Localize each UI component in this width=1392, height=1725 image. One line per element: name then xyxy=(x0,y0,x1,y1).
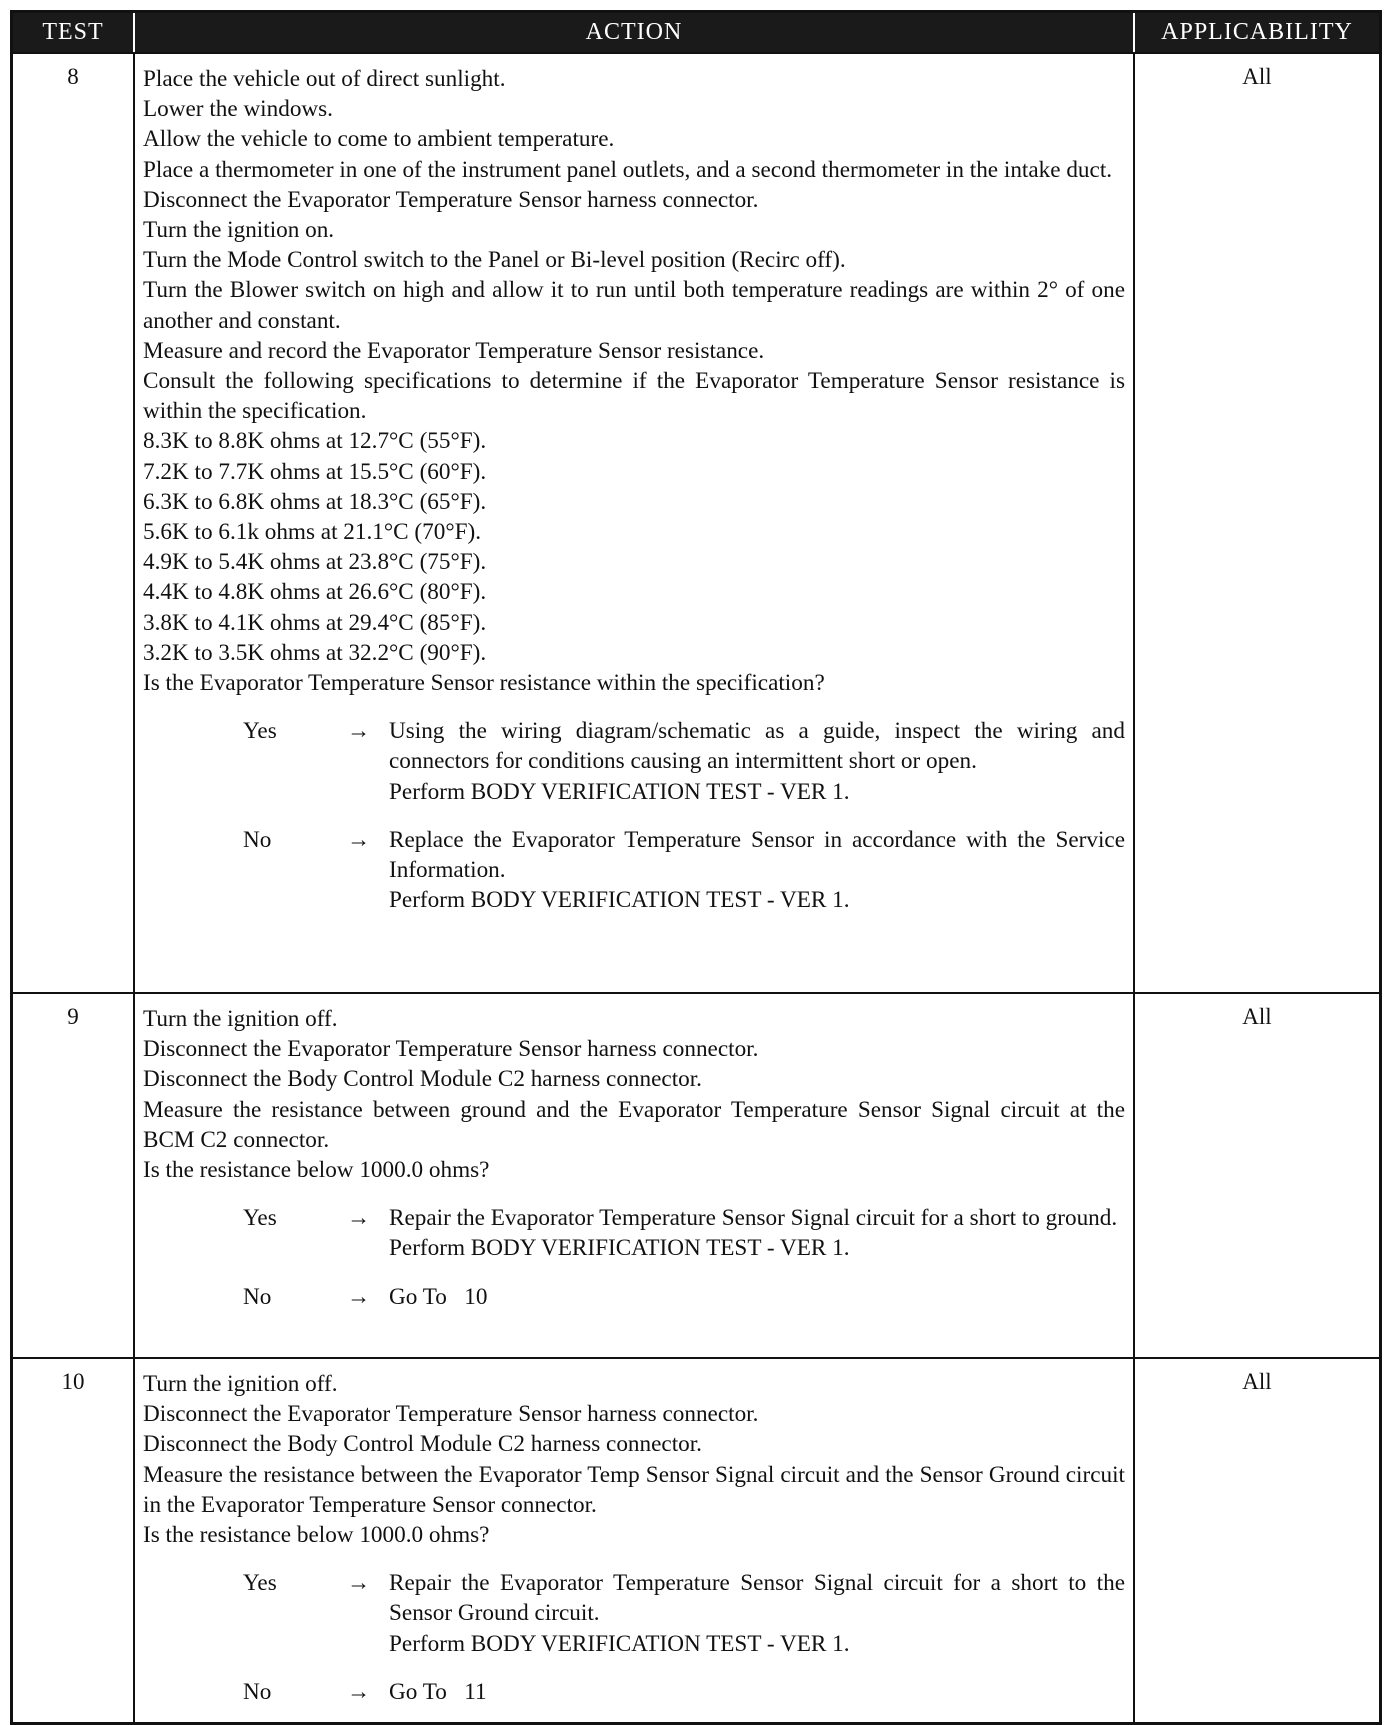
outcome-text xyxy=(389,1677,1125,1707)
action-step: Disconnect the Body Control Module C2 harness connector. xyxy=(143,1066,702,1093)
goto-link[interactable]: Go To 10 xyxy=(389,1283,488,1310)
action-question: Is the resistance below 1000.0 ohms? xyxy=(143,1157,490,1184)
arrow-icon: → xyxy=(347,826,371,853)
outcome-text xyxy=(389,1568,1125,1659)
applicability-value: All xyxy=(1133,994,1379,1357)
outcomes xyxy=(143,716,1125,915)
outcome-line: Repair the Evaporator Temperature Sensor Signal circuit for a short to ground. xyxy=(389,1205,1118,1232)
action-step: Place a thermometer in one of the instrument panel outlets, and a second thermometer in the intake duct. xyxy=(143,156,1113,183)
outcome-label: No xyxy=(243,1283,272,1310)
action-step: Measure the resistance between ground and the Evaporator Temperature Sensor Signal circuit at the BCM C2 connector. xyxy=(143,1096,1125,1153)
test-number: 9 xyxy=(67,1004,79,1029)
arrow-icon: → xyxy=(347,1283,371,1310)
outcome-yes xyxy=(243,1203,1125,1263)
action-step: Disconnect the Body Control Module C2 harness connector. xyxy=(143,1431,702,1458)
header-action: ACTION xyxy=(133,13,1133,52)
applicability-value: All xyxy=(1133,1359,1379,1722)
action-step: Turn the ignition on. xyxy=(143,217,335,244)
outcome-line: Perform BODY VERIFICATION TEST - VER 1. xyxy=(389,887,850,914)
action-step: Place the vehicle out of direct sunlight. xyxy=(143,66,506,92)
outcome-line: Perform BODY VERIFICATION TEST - VER 1. xyxy=(389,1235,850,1262)
action-step: Allow the vehicle to come to ambient temperature. xyxy=(143,126,615,153)
arrow-icon: → xyxy=(347,1205,371,1232)
spec-line: 3.2K to 3.5K ohms at 32.2°C (90°F). xyxy=(143,639,487,666)
outcome-line: Perform BODY VERIFICATION TEST - VER 1. xyxy=(389,1630,850,1657)
action-cell xyxy=(133,54,1133,992)
outcome-text xyxy=(389,716,1125,807)
action-step: Disconnect the Evaporator Temperature Sensor harness connector. xyxy=(143,1401,759,1428)
outcome-yes xyxy=(243,1568,1125,1659)
action-step: Lower the windows. xyxy=(143,96,333,123)
action-question: Is the Evaporator Temperature Sensor resistance within the specification? xyxy=(143,670,825,697)
spec-line: 4.9K to 5.4K ohms at 23.8°C (75°F). xyxy=(143,549,487,576)
outcome-no xyxy=(243,1677,1125,1707)
outcome-label: Yes xyxy=(243,718,277,745)
goto-link[interactable]: Go To 11 xyxy=(389,1678,487,1705)
outcome-line: Repair the Evaporator Temperature Sensor Signal circuit for a short to the Sensor Ground circuit. xyxy=(389,1570,1125,1627)
test-row-10 xyxy=(13,1357,1379,1722)
applicability-value: All xyxy=(1133,54,1379,992)
action-step: Measure and record the Evaporator Temperature Sensor resistance. xyxy=(143,337,765,364)
outcomes xyxy=(143,1568,1125,1707)
action-step: Consult the following specifications to determine if the Evaporator Temperature Sensor resistance is within the specification. xyxy=(143,368,1125,425)
spec-line: 5.6K to 6.1k ohms at 21.1°C (70°F). xyxy=(143,519,482,546)
outcome-line: Perform BODY VERIFICATION TEST - VER 1. xyxy=(389,778,850,805)
outcome-line: Replace the Evaporator Temperature Sensor in accordance with the Service Information. xyxy=(389,826,1125,884)
test-number: 10 xyxy=(61,1369,85,1394)
spec-line: 4.4K to 4.8K ohms at 26.6°C (80°F). xyxy=(143,579,487,606)
action-step: Turn the Blower switch on high and allow it to run until both temperature readings are within 2° of one another and constant. xyxy=(143,277,1125,334)
outcome-label: No xyxy=(243,1678,272,1705)
outcomes xyxy=(143,1203,1125,1312)
test-row-9 xyxy=(13,992,1379,1357)
action-step: Measure the resistance between the Evaporator Temp Sensor Signal circuit and the Sensor Ground circuit in the Evaporator Temperature Sensor connector. xyxy=(143,1461,1125,1518)
outcome-no xyxy=(243,1282,1125,1312)
test-number: 8 xyxy=(67,64,79,89)
outcome-label: No xyxy=(243,826,272,853)
test-row-8 xyxy=(13,52,1379,992)
action-step: Turn the Mode Control switch to the Panel or Bi-level position (Recirc off). xyxy=(143,247,846,274)
outcome-line: Using the wiring diagram/schematic as a guide, inspect the wiring and connectors for conditions causing an intermittent short or open. xyxy=(389,718,1125,775)
arrow-icon: → xyxy=(347,718,371,745)
action-cell xyxy=(133,1359,1133,1722)
outcome-text xyxy=(389,825,1125,916)
spec-line: 7.2K to 7.7K ohms at 15.5°C (60°F). xyxy=(143,458,487,485)
diagnostic-test-table xyxy=(10,10,1382,1725)
header-applicability: APPLICABILITY xyxy=(1133,13,1379,52)
action-question: Is the resistance below 1000.0 ohms? xyxy=(143,1522,490,1549)
outcome-no xyxy=(243,825,1125,916)
action-cell xyxy=(133,994,1133,1357)
action-step: Turn the ignition off. xyxy=(143,1371,338,1397)
spec-line: 6.3K to 6.8K ohms at 18.3°C (65°F). xyxy=(143,488,487,515)
outcome-label: Yes xyxy=(243,1570,277,1597)
action-step: Disconnect the Evaporator Temperature Sensor harness connector. xyxy=(143,186,759,213)
outcome-label: Yes xyxy=(243,1205,277,1232)
outcome-yes xyxy=(243,716,1125,807)
table-header-row xyxy=(13,13,1379,52)
spec-line: 3.8K to 4.1K ohms at 29.4°C (85°F). xyxy=(143,609,487,636)
header-test: TEST xyxy=(42,19,104,45)
outcome-text xyxy=(389,1282,1125,1312)
arrow-icon: → xyxy=(347,1570,371,1597)
outcome-text xyxy=(389,1203,1125,1263)
spec-line: 8.3K to 8.8K ohms at 12.7°C (55°F). xyxy=(143,428,487,455)
action-step: Turn the ignition off. xyxy=(143,1006,338,1032)
action-step: Disconnect the Evaporator Temperature Sensor harness connector. xyxy=(143,1036,759,1063)
arrow-icon: → xyxy=(347,1678,371,1705)
